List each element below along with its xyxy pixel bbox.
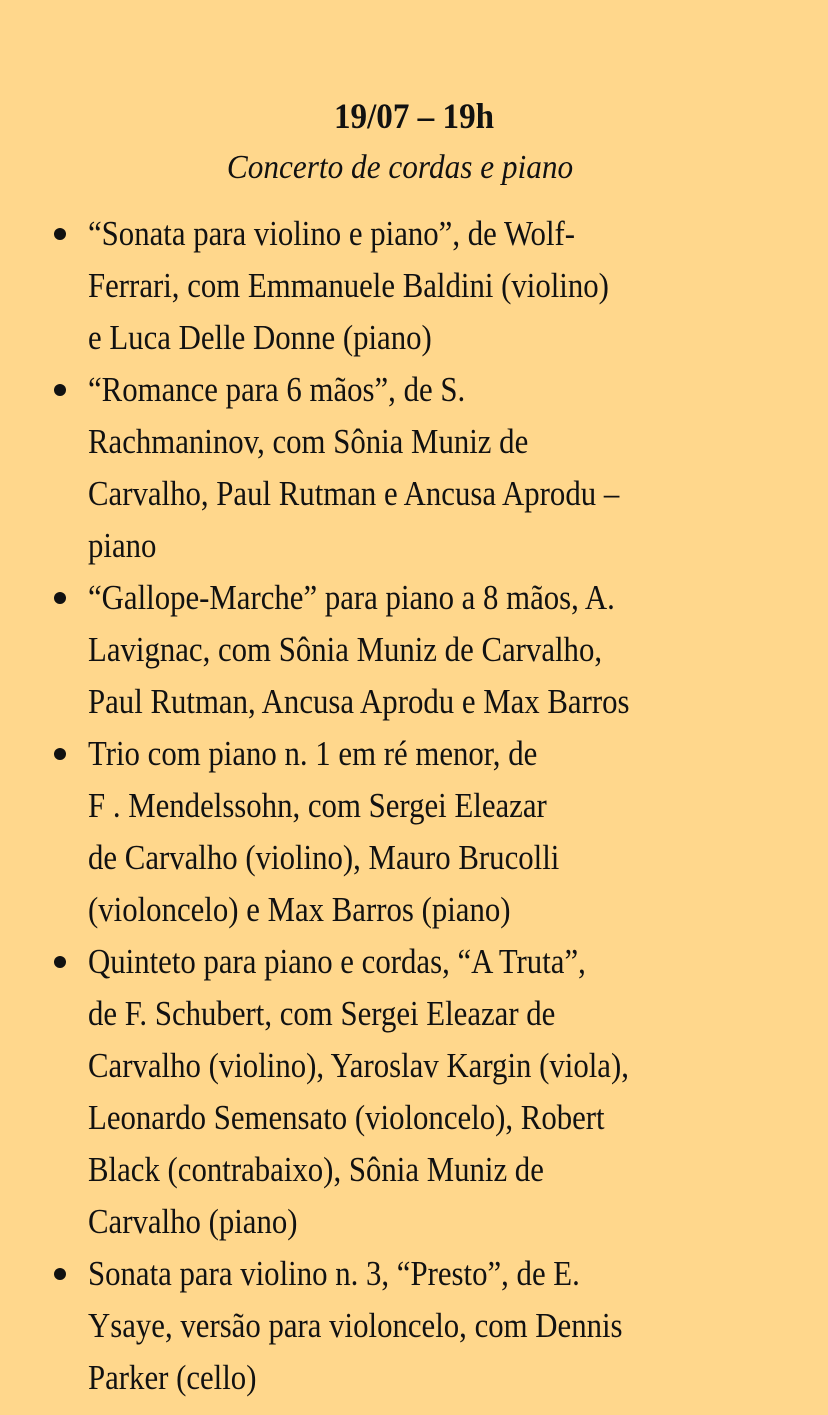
bullet-icon [54,1268,66,1280]
item-line: Paul Rutman, Ancusa Aprodu e Max Barros [88,682,630,721]
item-line: Ferrari, com Emmanuele Baldini (violino) [88,266,609,305]
item-line: “Romance para 6 mãos”, de S. [88,370,466,409]
item-line: “Gallope-Marche” para piano a 8 mãos, A. [88,578,615,617]
item-line: piano [88,526,157,565]
item-line: “Sonata para violino e piano”, de Wolf- [88,214,576,253]
item-line: Carvalho, Paul Rutman e Ancusa Aprodu – [88,474,620,513]
item-line: Ysaye, versão para violoncelo, com Dennis [88,1306,623,1345]
program-item [0,936,703,1248]
bullet-icon [54,956,66,968]
item-line: Trio com piano n. 1 em ré menor, de [88,734,538,773]
program-item [0,364,703,572]
item-line: Carvalho (piano) [88,1202,298,1241]
item-line: Black (contrabaixo), Sônia Muniz de [88,1150,544,1189]
item-line: e Luca Delle Donne (piano) [88,318,432,357]
bullet-icon [54,592,66,604]
bullet-icon [54,384,66,396]
bullet-icon [54,748,66,760]
program-item [0,1248,703,1404]
program-item [0,208,703,364]
item-line: Lavignac, com Sônia Muniz de Carvalho, [88,630,603,669]
item-line: (violoncelo) e Max Barros (piano) [88,890,511,929]
item-line: de Carvalho (violino), Mauro Brucolli [88,838,560,877]
item-line: de F. Schubert, com Sergei Eleazar de [88,994,556,1033]
program-item [0,572,703,728]
event-date-time: 19/07 – 19h [333,96,495,136]
item-line: Sonata para violino n. 3, “Presto”, de E. [88,1254,580,1293]
item-line: Carvalho (violino), Yaroslav Kargin (viola), [88,1046,629,1085]
item-line: F . Mendelssohn, com Sergei Eleazar [88,786,547,825]
item-line: Quinteto para piano e cordas, “A Truta”, [88,942,586,981]
bullet-icon [54,228,66,240]
event-title: Concerto de cordas e piano [226,149,574,186]
item-line: Rachmaninov, com Sônia Muniz de [88,422,529,461]
program-list [0,208,703,1404]
program-item [0,728,703,936]
item-line: Parker (cello) [88,1358,257,1397]
item-line: Leonardo Semensato (violoncelo), Robert [88,1098,605,1137]
